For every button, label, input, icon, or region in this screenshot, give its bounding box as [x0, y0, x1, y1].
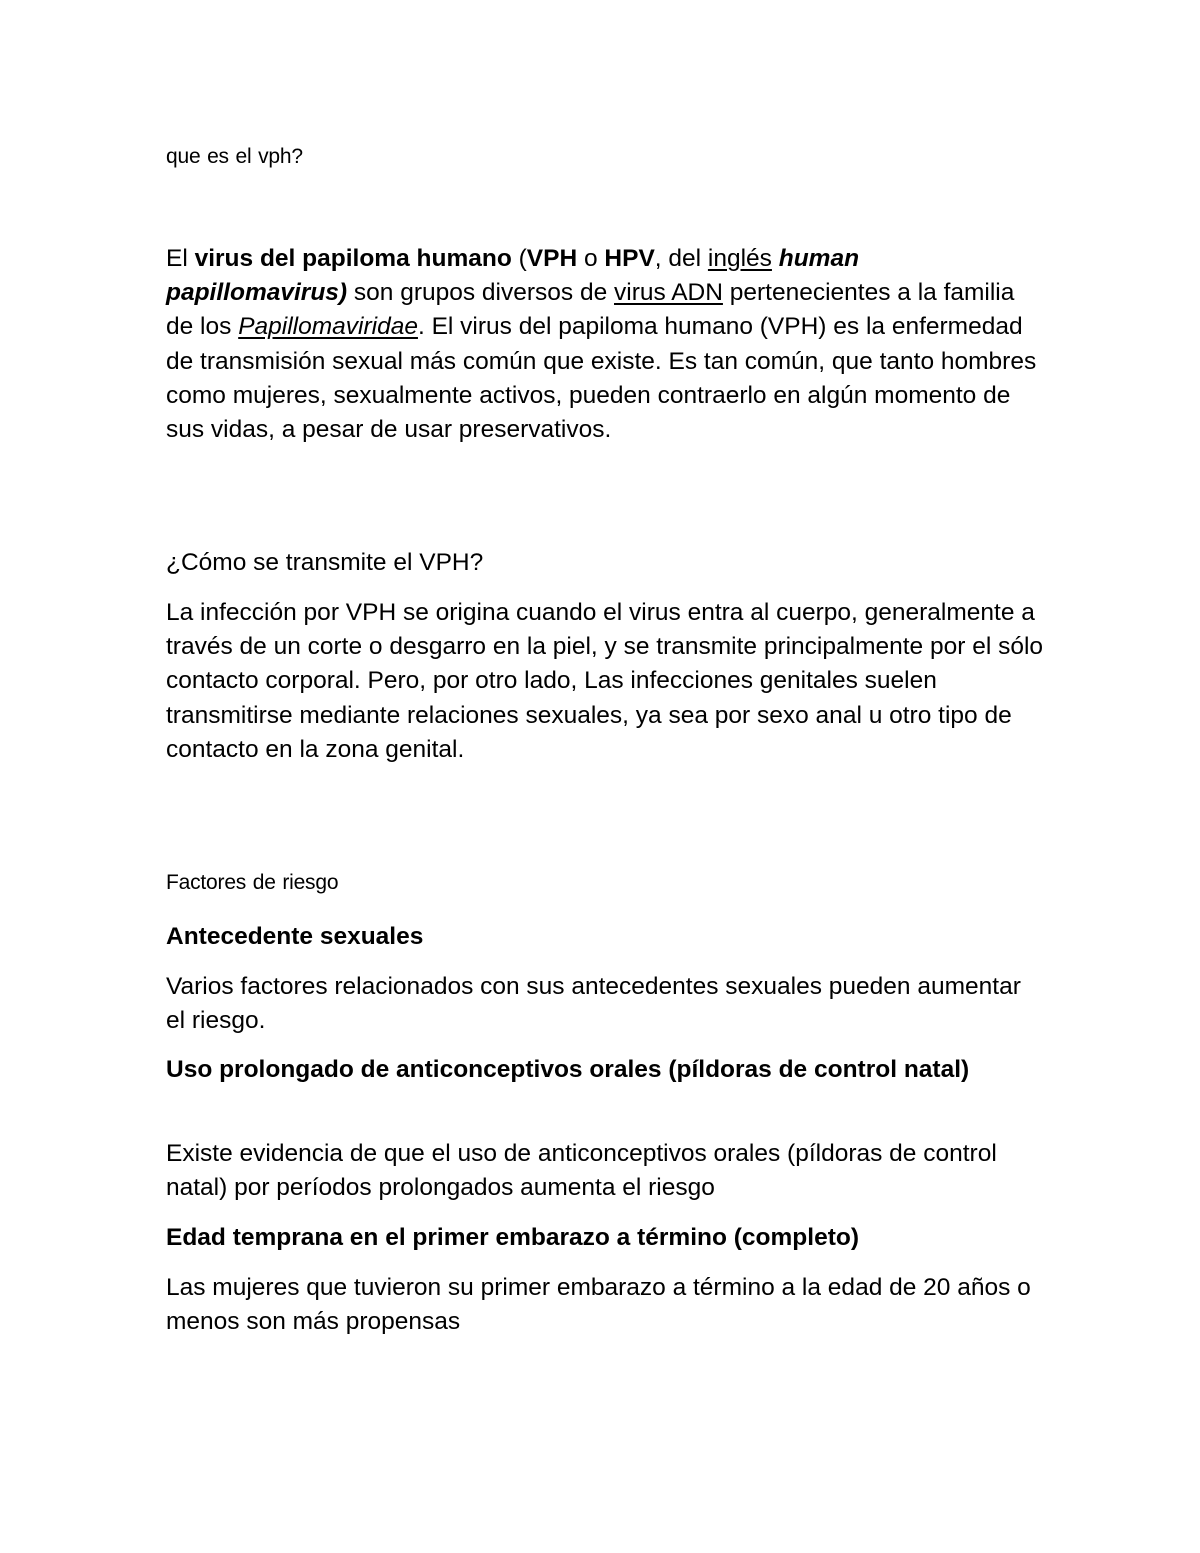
intro-text: son grupos diversos de [347, 279, 615, 307]
english-term: human papillomavirus) [166, 245, 860, 307]
factor-heading: Uso prolongado de anticonceptivos orales (píldoras de control natal) [166, 1056, 970, 1083]
intro-paragraph [166, 242, 1046, 447]
intro-text: El [166, 245, 195, 272]
factor-heading: Edad temprana en el primer embarazo a término (completo) [166, 1224, 859, 1251]
intro-text: o [577, 245, 605, 272]
virus-adn-link[interactable]: virus ADN [614, 279, 723, 307]
risk-factors-title: Factores de riesgo [166, 871, 339, 894]
intro-text: pertenecientes a la familia de los [166, 279, 1015, 341]
factor-body: Varios factores relacionados con sus antecedentes sexuales pueden aumentar el riesgo. [166, 973, 1021, 1035]
intro-text: , del [654, 245, 708, 272]
intro-text: . El virus del papiloma humano (VPH) es la enfermedad de transmisión sexual más común que existe. Es tan común, que tanto hombres como mujeres, sexualmente activos, pueden contraerlo en algún momento de sus vidas, a pesar de usar preservativos. [166, 313, 1037, 444]
acronym-hpv: HPV [604, 245, 655, 272]
acronym-vph: VPH [526, 245, 578, 272]
document-title: que es el vph? [166, 145, 303, 168]
intro-text [772, 245, 779, 272]
factor-heading: Antecedente sexuales [166, 923, 424, 950]
factor-body: Las mujeres que tuvieron su primer embarazo a término a la edad de 20 años o menos son más propensas [166, 1274, 1031, 1336]
papillomaviridae-link[interactable]: Papillomaviridae [238, 313, 418, 341]
ingles-link[interactable]: inglés [707, 245, 772, 272]
transmission-paragraph: La infección por VPH se origina cuando el virus entra al cuerpo, generalmente a través de un corte o desgarro en la piel, y se transmite principalmente por el sólo contacto corporal. Pero, por otro lado, Las infecciones genitales suelen transmitirse mediante relaciones sexuales, ya sea por sexo anal u otro tipo de contacto en la zona genital. [166, 599, 1044, 763]
intro-term-bold: virus del papiloma humano [194, 245, 512, 272]
factor-body: Existe evidencia de que el uso de anticonceptivos orales (píldoras de control natal) por períodos prolongados aumenta el riesgo [166, 1140, 997, 1202]
transmission-heading: ¿Cómo se transmite el VPH? [166, 549, 484, 576]
intro-text: ( [511, 245, 527, 272]
